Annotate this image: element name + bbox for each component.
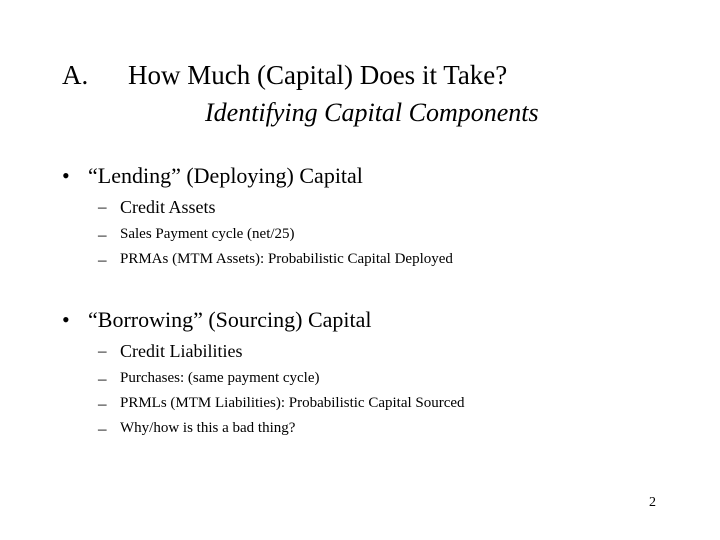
section-heading-lending: “Lending” (Deploying) Capital: [88, 163, 363, 188]
section-heading-borrowing: “Borrowing” (Sourcing) Capital: [88, 307, 372, 332]
list-item-prmas: PRMAs (MTM Assets): Probabilistic Capital Deployed: [120, 251, 453, 267]
list-item-why-how: Why/how is this a bad thing?: [120, 420, 296, 436]
dash-icon: –: [98, 394, 107, 413]
dash-icon: –: [98, 341, 107, 360]
bullet-icon: •: [62, 307, 70, 332]
list-item-sales-payment-cycle: Sales Payment cycle (net/25): [120, 226, 295, 242]
list-item-credit-liabilities: Credit Liabilities: [120, 341, 243, 361]
dash-icon: –: [98, 225, 107, 244]
list-item-credit-assets: Credit Assets: [120, 197, 216, 217]
dash-icon: –: [98, 197, 107, 216]
dash-icon: –: [98, 419, 107, 438]
list-item-purchases: Purchases: (same payment cycle): [120, 370, 320, 386]
list-item-prmls: PRMLs (MTM Liabilities): Probabilistic Capital Sourced: [120, 395, 465, 411]
slide-subtitle: Identifying Capital Components: [205, 98, 539, 127]
slide-title: How Much (Capital) Does it Take?: [128, 60, 508, 90]
title-section-letter: A.: [62, 60, 89, 90]
dash-icon: –: [98, 369, 107, 388]
bullet-icon: •: [62, 163, 70, 188]
page-number: 2: [649, 495, 656, 510]
dash-icon: –: [98, 250, 107, 269]
